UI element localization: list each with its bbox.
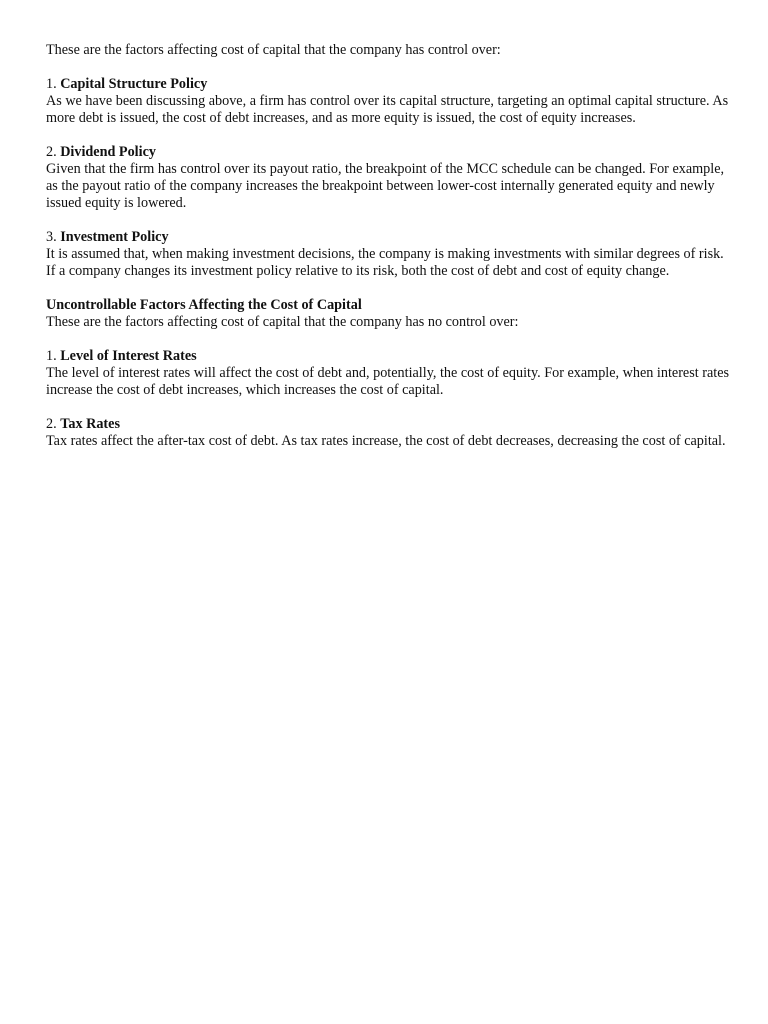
factor-title: Dividend Policy <box>60 144 156 160</box>
factor-title: Investment Policy <box>60 229 169 245</box>
factor-dividend-policy <box>46 144 736 212</box>
section-heading <box>46 297 736 314</box>
factor-tax-rates <box>46 416 736 450</box>
factor-title: Tax Rates <box>60 416 120 432</box>
section-intro-paragraph: These are the factors affecting cost of capital that the company has no control over: <box>46 314 519 330</box>
factor-investment-policy <box>46 229 736 280</box>
factor-title: Capital Structure Policy <box>60 76 208 92</box>
document-page <box>46 42 736 467</box>
section-heading-text: Uncontrollable Factors Affecting the Cost of Capital <box>46 297 362 313</box>
factor-body: Given that the firm has control over its payout ratio, the breakpoint of the MCC schedule can be changed. For example, as the payout ratio of the company increases the breakpoint between lower-cost internally generated equity and newly issued equity is lowered. <box>46 161 725 211</box>
factor-heading <box>46 229 736 246</box>
factor-number: 1. <box>46 348 57 364</box>
factor-number: 2. <box>46 416 57 432</box>
factor-number: 1. <box>46 76 57 92</box>
factor-body: It is assumed that, when making investment decisions, the company is making investments with similar degrees of risk. If a company changes its investment policy relative to its risk, both the cost of debt and cost of equity change. <box>46 246 724 279</box>
factor-body: As we have been discussing above, a firm has control over its capital structure, targeting an optimal capital structure. As more debt is issued, the cost of debt increases, and as more equity is issued, the cost of equity increases. <box>46 93 729 126</box>
factor-title: Level of Interest Rates <box>60 348 197 364</box>
intro-paragraph: These are the factors affecting cost of capital that the company has control over: <box>46 42 501 58</box>
factor-number: 3. <box>46 229 57 245</box>
factor-heading <box>46 144 736 161</box>
factor-heading <box>46 76 736 93</box>
factor-level-of-interest-rates <box>46 348 736 399</box>
factor-heading <box>46 416 736 433</box>
factor-number: 2. <box>46 144 57 160</box>
factor-body: The level of interest rates will affect the cost of debt and, potentially, the cost of equity. For example, when interest rates increase the cost of debt increases, which increases the cost of capital. <box>46 365 730 398</box>
factor-heading <box>46 348 736 365</box>
factor-capital-structure-policy <box>46 76 736 127</box>
factor-body: Tax rates affect the after-tax cost of debt. As tax rates increase, the cost of debt decreases, decreasing the cost of capital. <box>46 433 726 449</box>
uncontrollable-section-intro <box>46 297 736 331</box>
